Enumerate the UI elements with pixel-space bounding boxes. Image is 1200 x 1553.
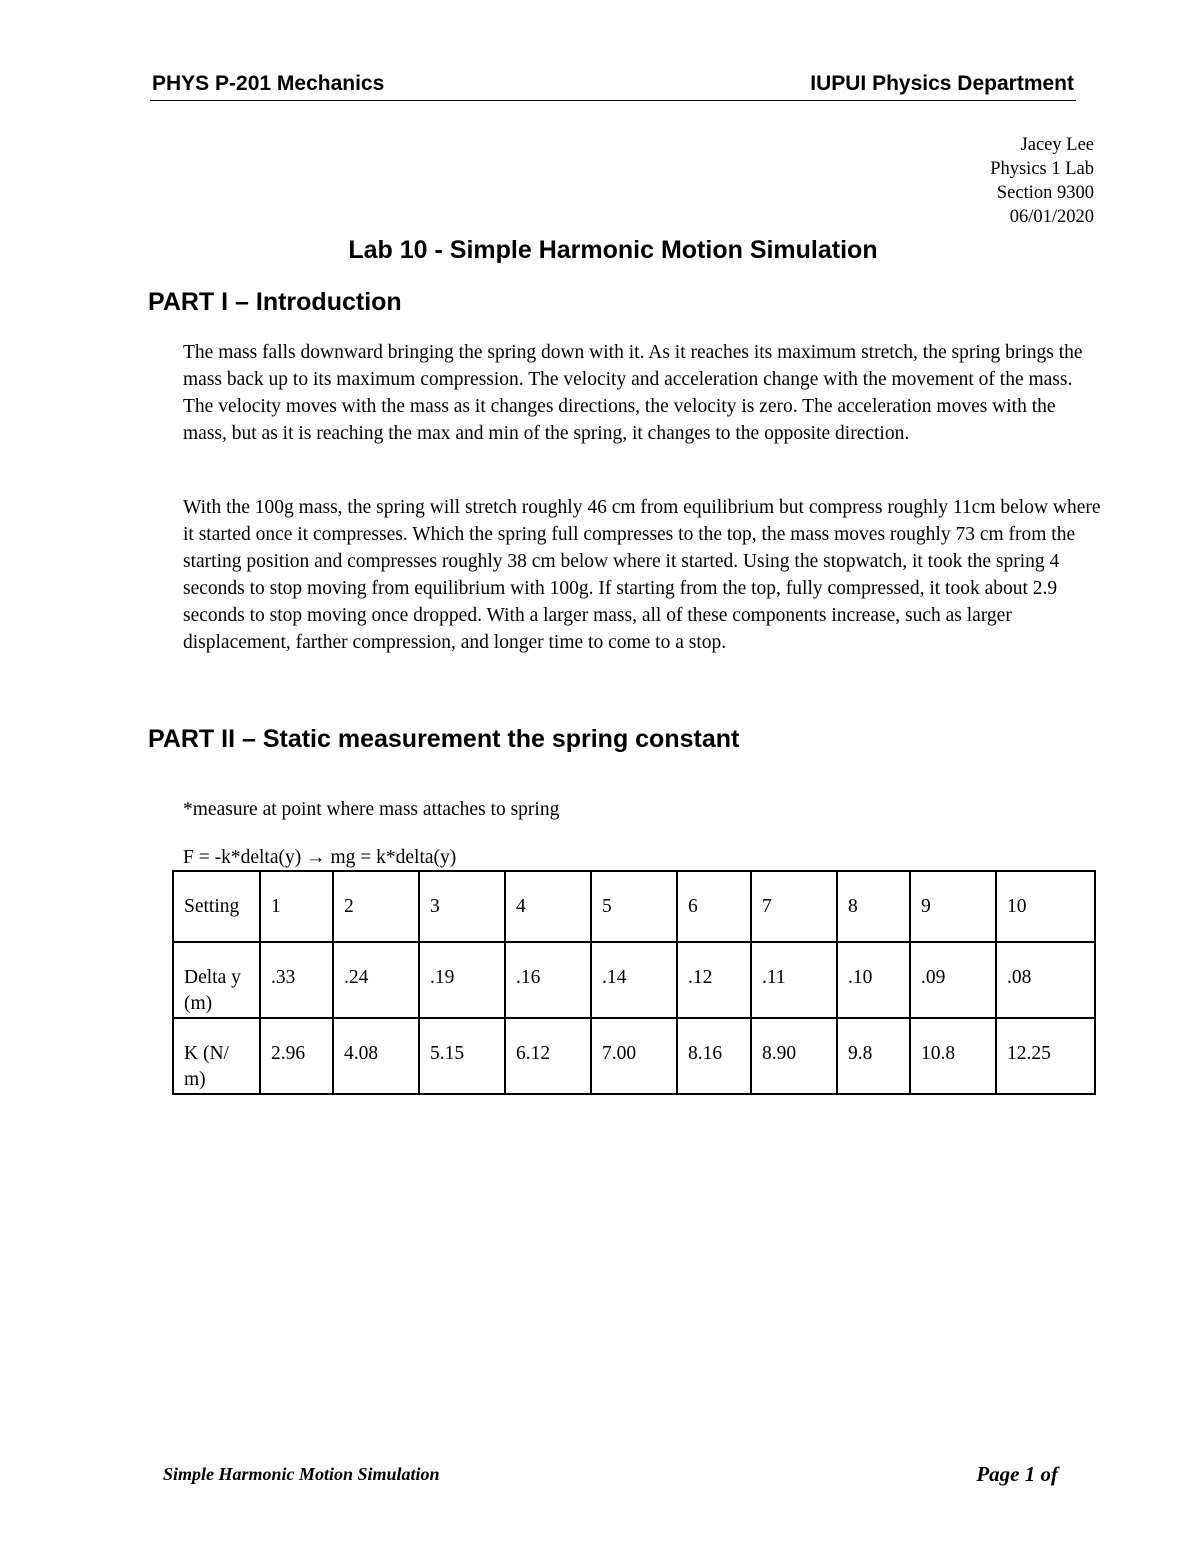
table-cell: .08 [996,942,1095,1018]
report-date: 06/01/2020 [1009,207,1094,227]
table-cell: 5 [591,871,677,942]
table-cell: 4.08 [333,1018,419,1094]
document-title: Lab 10 - Simple Harmonic Motion Simulation [348,236,878,264]
page-number: Page 1 of [976,1462,1058,1486]
table-cell: 2.96 [260,1018,333,1094]
table-cell: .09 [910,942,996,1018]
table-cell: .11 [751,942,837,1018]
table-cell: .14 [591,942,677,1018]
measurement-note: *measure at point where mass attaches to spring [183,799,560,820]
table-cell: 9 [910,871,996,942]
table-cell: 7 [751,871,837,942]
table-cell: 12.25 [996,1018,1095,1094]
table-cell: .33 [260,942,333,1018]
table-cell: 7.00 [591,1018,677,1094]
table-cell: 1 [260,871,333,942]
section-number: Section 9300 [996,183,1094,203]
spring-formula: F = -k*delta(y) → mg = k*delta(y) [183,847,457,868]
course-title: PHYS P-201 Mechanics [152,72,385,95]
part1-heading: PART I – Introduction [148,288,402,316]
table-cell: .16 [505,942,591,1018]
table-cell: Delta y (m) [173,942,260,1018]
footer-title: Simple Harmonic Motion Simulation [163,1464,440,1484]
table-cell: 8 [837,871,910,942]
department-name: IUPUI Physics Department [810,72,1074,95]
table-cell: 6.12 [505,1018,591,1094]
table-cell: .10 [837,942,910,1018]
table-cell: 5.15 [419,1018,505,1094]
table-cell: 6 [677,871,751,942]
table-cell: 3 [419,871,505,942]
table-cell: .24 [333,942,419,1018]
table-cell: 8.90 [751,1018,837,1094]
table-cell: 2 [333,871,419,942]
table-cell: 10 [996,871,1095,942]
author-name: Jacey Lee [1020,135,1094,155]
table-cell: Setting [173,871,260,942]
part1-paragraph-1: The mass falls downward bringing the spring down with it. As it reaches its maximum stretch, the spring brings the mass back up to its maximum compression. The velocity and acceleration change with the movement of the mass. The velocity moves with the mass as it changes directions, the velocity is zero. The acceleration moves with the mass, but as it is reaching the max and min of the spring, it changes to the opposite direction. [183,342,1083,444]
table-cell: .19 [419,942,505,1018]
spring-constant-table [172,870,1096,1095]
table-cell: 8.16 [677,1018,751,1094]
author-block [990,133,1094,229]
table-row [173,942,1095,1018]
page-header [150,70,1076,101]
part1-paragraph-2: With the 100g mass, the spring will stretch roughly 46 cm from equilibrium but compress roughly 11cm below where it started once it compresses. Which the spring full compresses to the top, the mass moves roughly 73 cm from the starting position and compresses roughly 38 cm below where it started. Using the stopwatch, it took the spring 4 seconds to stop moving from equilibrium with 100g. If starting from the top, fully compressed, it took about 2.9 seconds to stop moving once dropped. With a larger mass, all of these components increase, such as larger displacement, farther compression, and longer time to come to a stop. [183,497,1101,653]
table-cell: 4 [505,871,591,942]
course-name: Physics 1 Lab [990,159,1094,179]
table-cell: K (N/m) [173,1018,260,1094]
part2-heading: PART II – Static measurement the spring constant [148,725,740,753]
table-cell: 10.8 [910,1018,996,1094]
table-row [173,1018,1095,1094]
table-cell: 9.8 [837,1018,910,1094]
table-cell: .12 [677,942,751,1018]
table-row [173,871,1095,942]
